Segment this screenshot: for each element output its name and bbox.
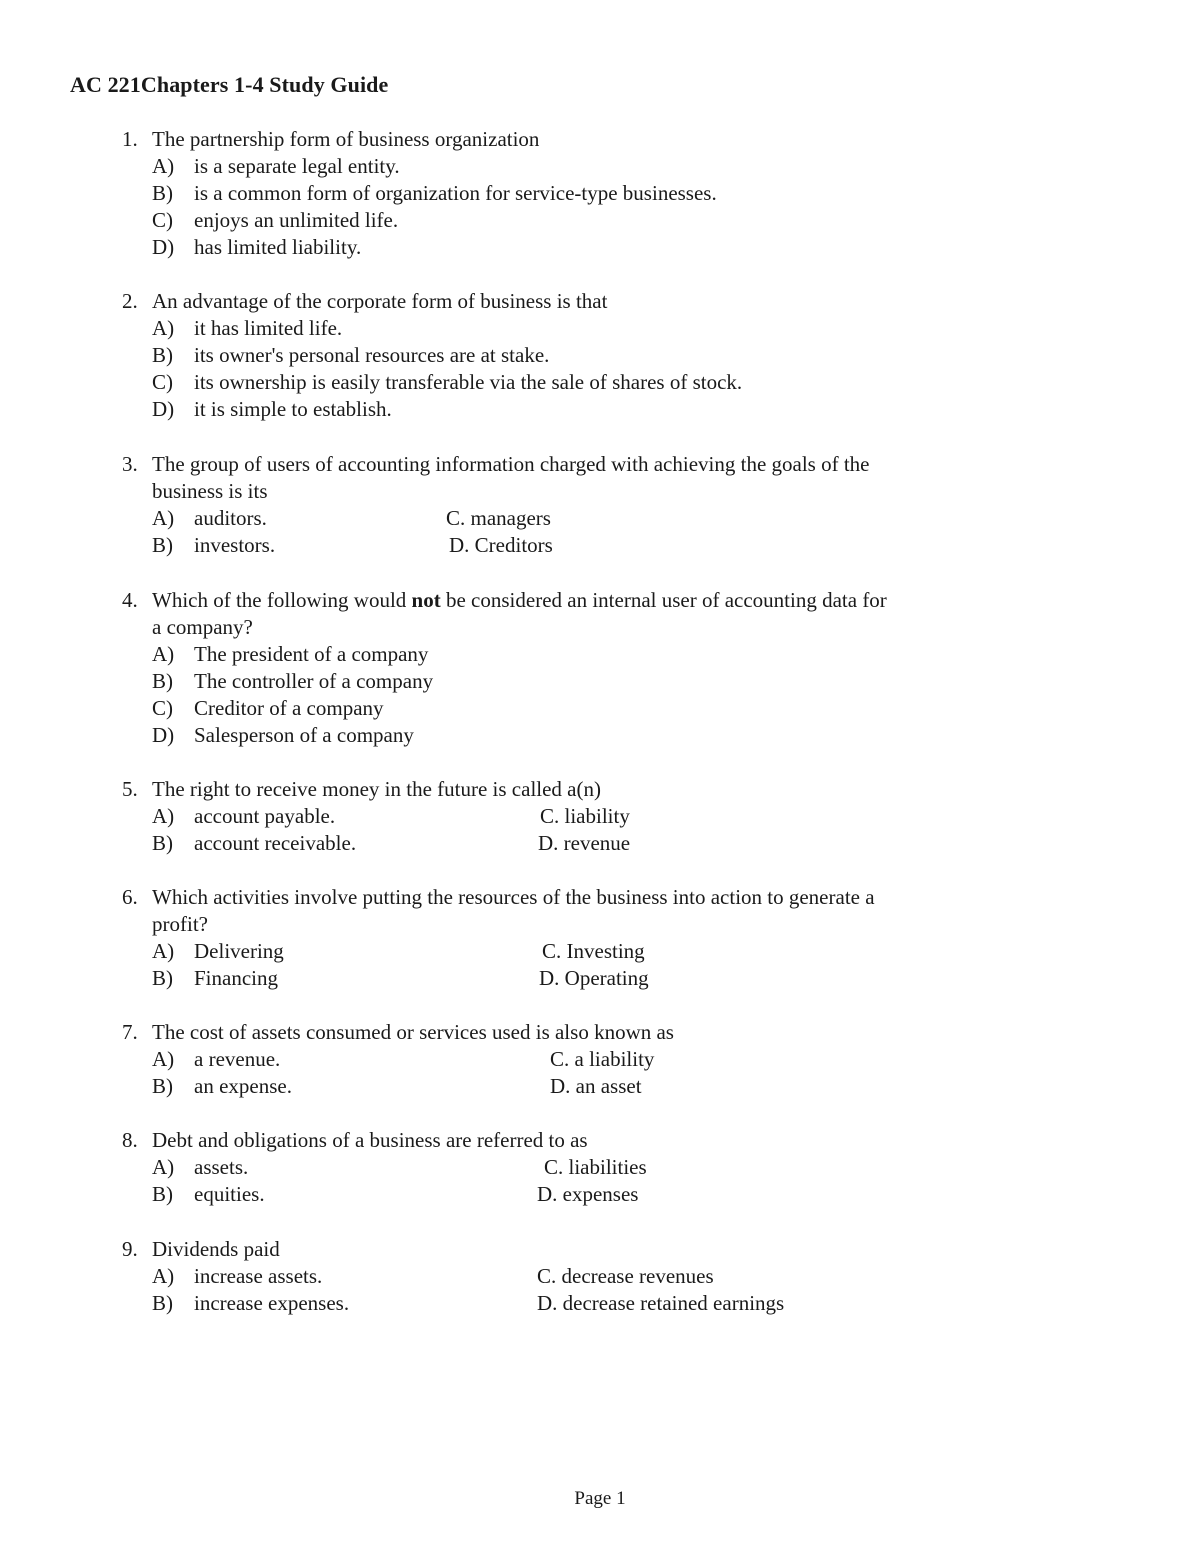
- option-d: [152, 396, 1002, 423]
- option-c: [152, 369, 1002, 396]
- option-b: [152, 180, 1002, 207]
- option-letter: A): [152, 506, 175, 530]
- question-2: [122, 288, 1002, 423]
- option-right: D. revenue: [538, 831, 631, 855]
- option-letter: C): [152, 696, 173, 720]
- option-letter: D): [152, 723, 175, 747]
- option-d: [152, 722, 1002, 749]
- question-stem: An advantage of the corporate form of business is that: [152, 289, 608, 313]
- question-stem: The right to receive money in the future is called a(n): [152, 777, 601, 801]
- option-text: assets.: [194, 1155, 249, 1179]
- question-number: 3.: [122, 452, 138, 476]
- option-row: [152, 505, 1002, 532]
- question-number: 2.: [122, 289, 138, 313]
- option-letter: A): [152, 1047, 175, 1071]
- option-text: Financing: [194, 966, 278, 990]
- option-letter: B): [152, 181, 173, 205]
- question-number: 9.: [122, 1237, 138, 1261]
- option-text: enjoys an unlimited life.: [194, 208, 399, 232]
- question-6: [122, 884, 1002, 992]
- question-stem: [152, 451, 1002, 505]
- option-right: D. Operating: [539, 966, 649, 990]
- option-letter: B): [152, 966, 173, 990]
- option-text: is a separate legal entity.: [194, 154, 400, 178]
- question-8: [122, 1127, 1002, 1208]
- option-text: has limited liability.: [194, 235, 362, 259]
- question-number: 5.: [122, 777, 138, 801]
- stem-text: be considered an internal user of accounting data for: [440, 588, 887, 612]
- question-stem: [152, 884, 1002, 938]
- option-text: auditors.: [194, 506, 267, 530]
- question-number: 6.: [122, 885, 138, 909]
- option-text: is a common form of organization for service-type businesses.: [194, 181, 717, 205]
- page-number: Page 1: [574, 1488, 626, 1509]
- question-stem-line: business is its: [152, 479, 268, 503]
- option-right: D. decrease retained earnings: [537, 1291, 785, 1315]
- question-number: 1.: [122, 127, 138, 151]
- question-5: [122, 776, 1002, 857]
- page-title: AC 221Chapters 1-4 Study Guide: [70, 72, 389, 97]
- option-right: C. decrease revenues: [537, 1264, 714, 1288]
- option-letter: B): [152, 533, 173, 557]
- option-letter: B): [152, 1182, 173, 1206]
- option-right: C. managers: [446, 506, 551, 530]
- option-letter: B): [152, 669, 173, 693]
- option-letter: C): [152, 208, 173, 232]
- option-letter: A): [152, 642, 175, 666]
- option-text: increase assets.: [194, 1264, 323, 1288]
- option-right: D. an asset: [550, 1074, 642, 1098]
- option-letter: A): [152, 804, 175, 828]
- option-letter: B): [152, 1291, 173, 1315]
- option-a: [152, 641, 1002, 668]
- option-c: [152, 695, 1002, 722]
- option-right: C. Investing: [542, 939, 645, 963]
- option-letter: A): [152, 1155, 175, 1179]
- question-3: [122, 451, 1002, 559]
- option-text: investors.: [194, 533, 276, 557]
- option-text: its owner's personal resources are at stake.: [194, 343, 550, 367]
- option-letter: B): [152, 343, 173, 367]
- question-number: 7.: [122, 1020, 138, 1044]
- option-c: [152, 207, 1002, 234]
- option-letter: C): [152, 370, 173, 394]
- option-text: Salesperson of a company: [194, 723, 414, 747]
- option-letter: A): [152, 939, 175, 963]
- option-right: C. liabilities: [544, 1155, 647, 1179]
- option-text: increase expenses.: [194, 1291, 350, 1315]
- option-text: it has limited life.: [194, 316, 343, 340]
- option-right: D. expenses: [537, 1182, 639, 1206]
- option-b: [152, 342, 1002, 369]
- option-row: [152, 1154, 1002, 1181]
- question-stem: The partnership form of business organization: [152, 127, 540, 151]
- option-row: [152, 830, 1002, 857]
- option-letter: D): [152, 235, 175, 259]
- option-letter: B): [152, 831, 173, 855]
- option-text: Delivering: [194, 939, 284, 963]
- option-letter: D): [152, 397, 175, 421]
- option-row: [152, 1181, 1002, 1208]
- option-row: [152, 965, 1002, 992]
- question-stem-line: Which activities involve putting the resources of the business into action to generate a: [152, 885, 875, 909]
- option-text: its ownership is easily transferable via the sale of shares of stock.: [194, 370, 743, 394]
- question-stem: Debt and obligations of a business are referred to as: [152, 1128, 588, 1152]
- option-row: [152, 1046, 1002, 1073]
- option-a: [152, 153, 1002, 180]
- option-right: D. Creditors: [449, 533, 553, 557]
- option-d: [152, 234, 1002, 261]
- option-row: [152, 1290, 1002, 1317]
- option-a: [152, 315, 1002, 342]
- option-row: [152, 1073, 1002, 1100]
- question-stem-line: The group of users of accounting information charged with achieving the goals of the: [152, 452, 870, 476]
- question-stem-line: profit?: [152, 912, 208, 936]
- option-text: equities.: [194, 1182, 265, 1206]
- option-text: a revenue.: [194, 1047, 281, 1071]
- option-text: Creditor of a company: [194, 696, 384, 720]
- option-letter: A): [152, 1264, 175, 1288]
- option-b: [152, 668, 1002, 695]
- question-7: [122, 1019, 1002, 1100]
- stem-emphasis: not: [411, 588, 441, 612]
- option-text: account payable.: [194, 804, 336, 828]
- question-9: [122, 1236, 1002, 1317]
- option-right: C. liability: [540, 804, 630, 828]
- question-number: 4.: [122, 588, 138, 612]
- option-text: it is simple to establish.: [194, 397, 392, 421]
- option-letter: A): [152, 154, 175, 178]
- option-letter: B): [152, 1074, 173, 1098]
- option-text: an expense.: [194, 1074, 292, 1098]
- question-number: 8.: [122, 1128, 138, 1152]
- option-row: [152, 938, 1002, 965]
- question-stem: The cost of assets consumed or services used is also known as: [152, 1020, 674, 1044]
- stem-text: Which of the following would: [152, 588, 412, 612]
- question-1: [122, 126, 1002, 261]
- option-letter: A): [152, 316, 175, 340]
- option-text: The president of a company: [194, 642, 429, 666]
- question-stem: [152, 587, 1002, 641]
- option-text: account receivable.: [194, 831, 357, 855]
- option-row: [152, 532, 1002, 559]
- question-stem: Dividends paid: [152, 1237, 280, 1261]
- option-row: [152, 1263, 1002, 1290]
- option-right: C. a liability: [550, 1047, 655, 1071]
- option-text: The controller of a company: [194, 669, 434, 693]
- question-4: [122, 587, 1002, 749]
- question-stem-line: a company?: [152, 615, 253, 639]
- option-row: [152, 803, 1002, 830]
- question-stem-line: [152, 587, 1002, 614]
